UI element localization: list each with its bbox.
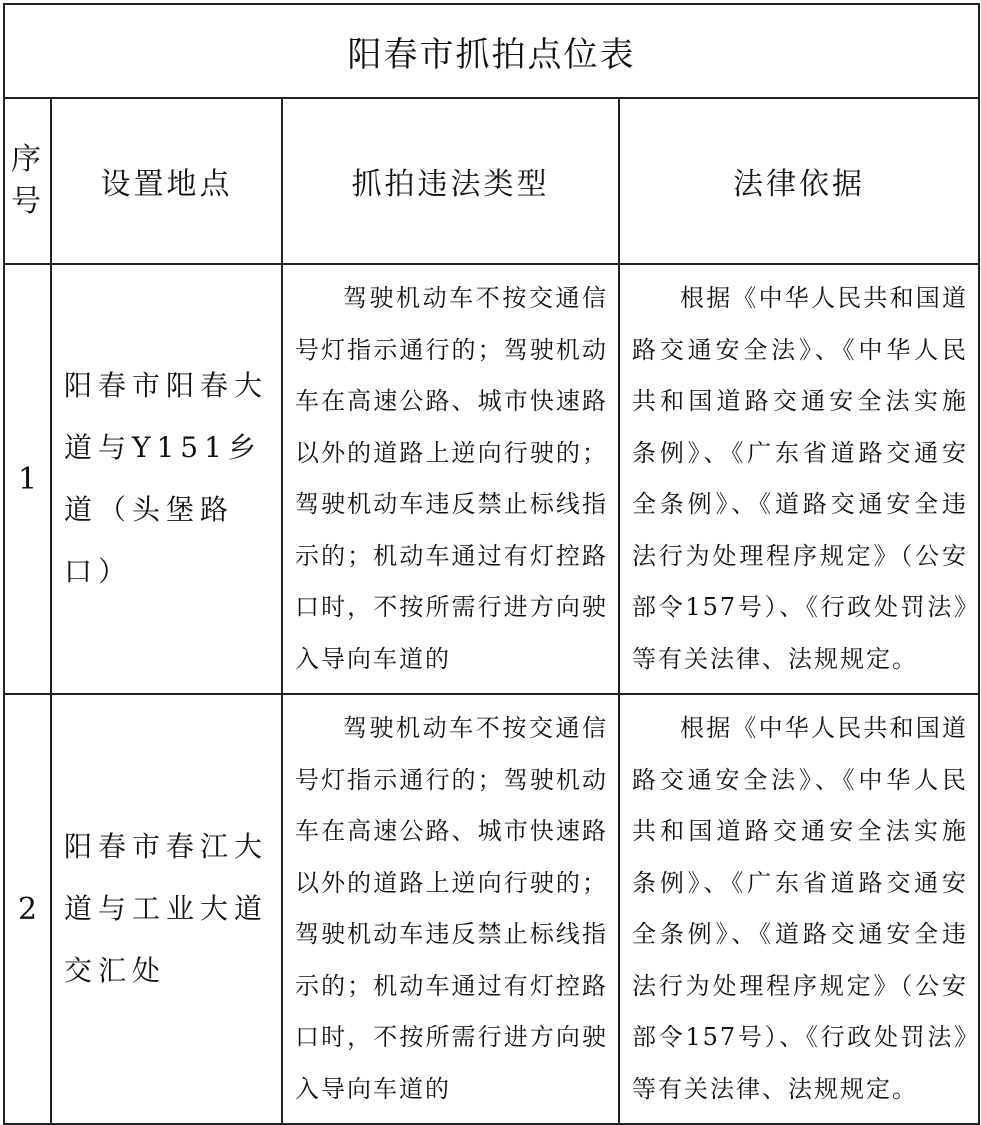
header-row	[4, 98, 979, 264]
row-location: 阳春市阳春大道与Y151乡道（头堡路口）	[51, 264, 282, 694]
header-legal-basis: 法律依据	[619, 98, 979, 264]
row-violation: 驾驶机动车不按交通信号灯指示通行的；驾驶机动车在高速公路、城市快速路以外的道路上逆向行驶的；驾驶机动车违反禁止标线指示的；机动车通过有灯控路口时，不按所需行进方向驶入导向车道的	[282, 264, 619, 694]
table-row	[4, 694, 979, 1124]
title-row	[4, 4, 979, 98]
row-location: 阳春市春江大道与工业大道交汇处	[51, 694, 282, 1124]
capture-points-table	[3, 3, 980, 1125]
header-seq-line1: 序	[11, 142, 44, 177]
header-violation-type: 抓拍违法类型	[282, 98, 619, 264]
table-row	[4, 264, 979, 694]
row-seq: 1	[4, 264, 51, 694]
header-seq	[4, 98, 51, 264]
header-seq-line2: 号	[11, 184, 44, 219]
table-title: 阳春市抓拍点位表	[4, 4, 979, 98]
row-violation: 驾驶机动车不按交通信号灯指示通行的；驾驶机动车在高速公路、城市快速路以外的道路上逆向行驶的；驾驶机动车违反禁止标线指示的；机动车通过有灯控路口时，不按所需行进方向驶入导向车道的	[282, 694, 619, 1124]
header-location: 设置地点	[51, 98, 282, 264]
row-law: 根据《中华人民共和国道路交通安全法》、《中华人民共和国道路交通安全法实施条例》、《广东省道路交通安全条例》、《道路交通安全违法行为处理程序规定》（公安部令157号）、《行政处罚法》等有关法律、法规规定。	[619, 264, 979, 694]
row-seq: 2	[4, 694, 51, 1124]
row-law: 根据《中华人民共和国道路交通安全法》、《中华人民共和国道路交通安全法实施条例》、《广东省道路交通安全条例》、《道路交通安全违法行为处理程序规定》（公安部令157号）、《行政处罚法》等有关法律、法规规定。	[619, 694, 979, 1124]
